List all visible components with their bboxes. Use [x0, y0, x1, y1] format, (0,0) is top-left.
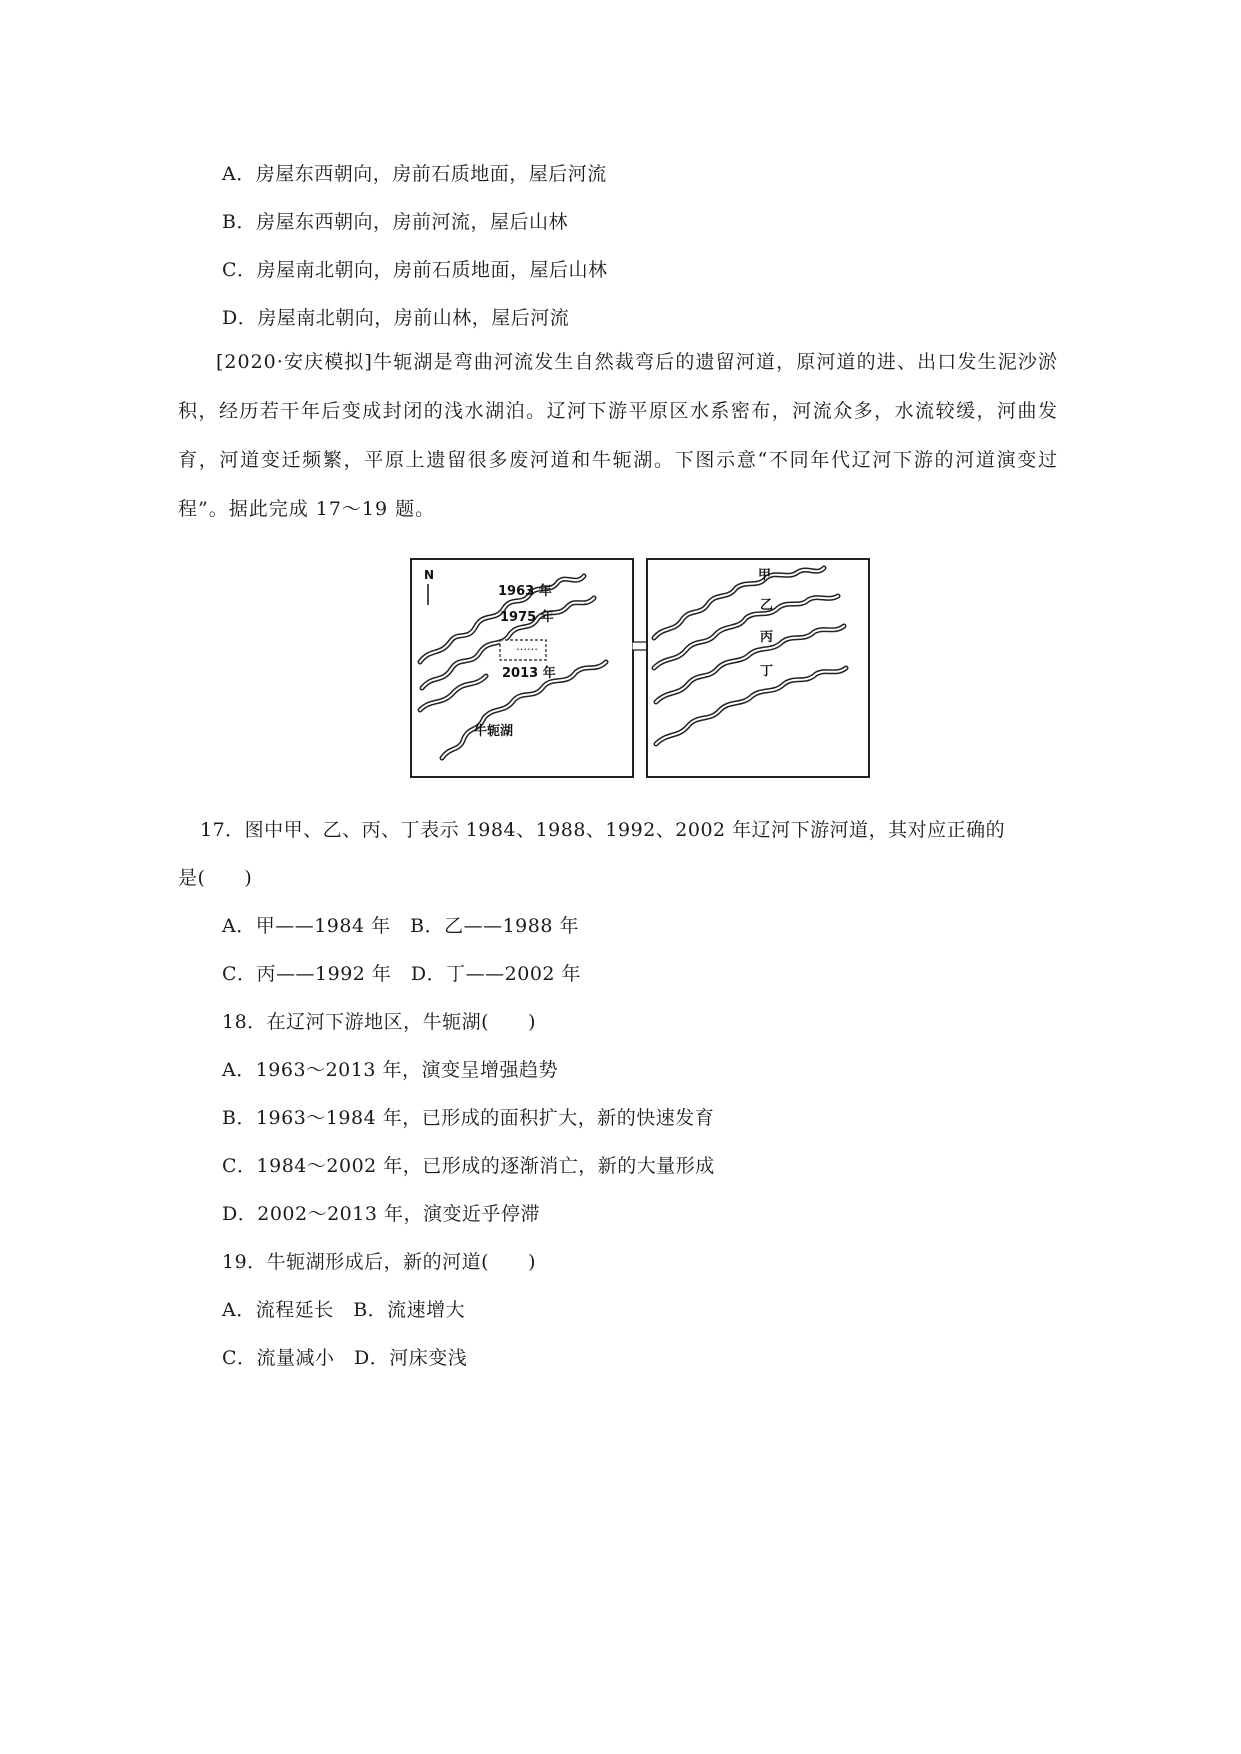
label-1975: 1975 年: [500, 610, 554, 625]
right-map-panel: [646, 558, 870, 778]
river-bing: [656, 626, 844, 702]
label-yi: 乙: [760, 598, 774, 613]
option-c: C．房屋南北朝向，房前石质地面，屋后山林: [222, 259, 608, 281]
q18-option-b: B．1963～1984 年，已形成的面积扩大，新的快速发育: [222, 1107, 715, 1129]
option-a: A．房屋东西朝向，房前石质地面，屋后河流: [222, 163, 607, 185]
intro-paragraph: [2020·安庆模拟]牛轭湖是弯曲河流发生自然裁弯后的遗留河道，原河道的进、出口发生泥沙淤积，经历若干年后变成封闭的浅水湖泊。辽河下游平原区水系密布，河流众多，水流较缓，河曲发育，河道变迁频繁，平原上遗留很多废河道和牛轭湖。下图示意“不同年代辽河下游的河道演变过程”。据此完成 17～19 题。: [178, 351, 1058, 520]
label-bing: 丙: [760, 630, 774, 645]
q18-option-d: D．2002～2013 年，演变近乎停滞: [222, 1203, 540, 1225]
option-b: B．房屋东西朝向，房前河流，屋后山林: [222, 211, 568, 233]
q19-options-row2: C．流量减小 D．河床变浅: [222, 1347, 468, 1369]
q18-option-a: A．1963～2013 年，演变呈增强趋势: [222, 1059, 558, 1081]
q18-stem: 18．在辽河下游地区，牛轭湖( ): [222, 1011, 537, 1033]
label-oxbow-lake: 牛轭湖: [474, 724, 514, 739]
north-label: N: [424, 568, 435, 582]
river-ding: [656, 668, 846, 744]
zoom-box-label: ……: [516, 640, 538, 653]
label-jia: 甲: [758, 568, 772, 583]
q18-option-c: C．1984～2002 年，已形成的逐渐消亡，新的大量形成: [222, 1155, 715, 1177]
q17-stem-line1: 17．图中甲、乙、丙、丁表示 1984、1988、1992、2002 年辽河下游河道，其对应正确的: [200, 819, 1006, 841]
q17-options-row2: C．丙——1992 年 D．丁——2002 年: [222, 963, 582, 985]
label-1963: 1963 年: [498, 584, 552, 599]
label-2013: 2013 年: [502, 666, 556, 681]
q17-options-row1: A．甲——1984 年 B．乙——1988 年: [222, 915, 579, 937]
label-ding: 丁: [760, 664, 774, 679]
option-d: D．房屋南北朝向，房前山林，屋后河流: [222, 307, 570, 329]
left-map-panel: [410, 558, 634, 778]
river-evolution-figure: [410, 558, 870, 782]
q17-stem-line2: 是( ): [178, 867, 253, 889]
q19-stem: 19．牛轭湖形成后，新的河道( ): [222, 1251, 537, 1273]
right-map-rivers: [648, 560, 868, 776]
q19-options-row1: A．流程延长 B．流速增大: [222, 1299, 466, 1321]
